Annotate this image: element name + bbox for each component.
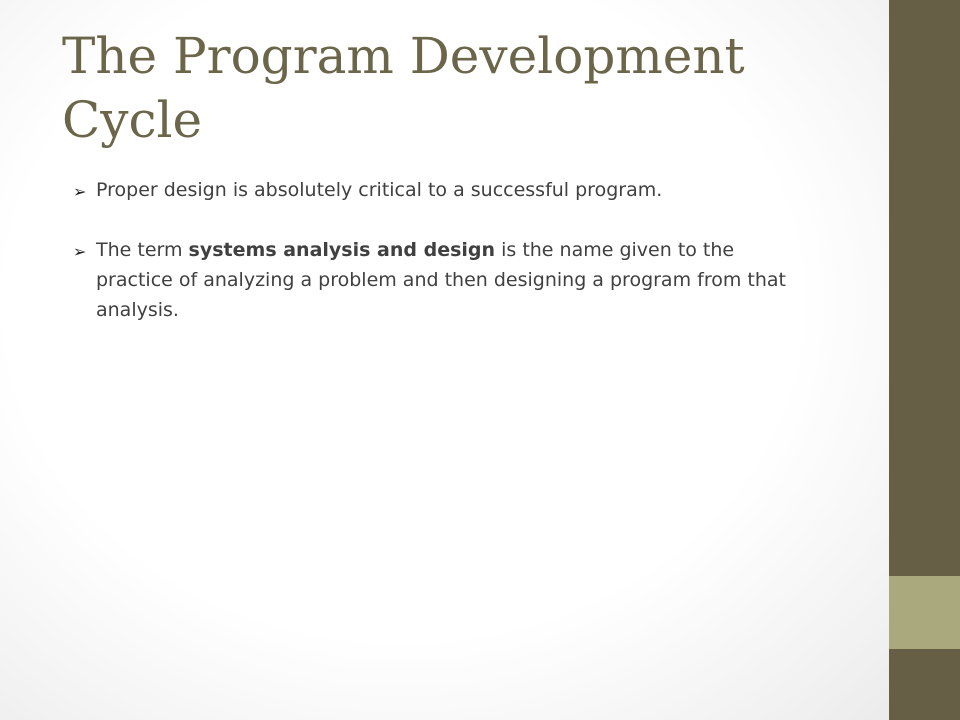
bullet-text-bold-term: systems analysis and design [188,239,496,261]
bullet-text-post: is the name given to the practice of analyzing a problem and then designing a program from that analysis. [96,239,786,321]
bullet-item-systems-analysis [73,235,813,325]
bullet-item-design [73,175,813,205]
bullet-text: Proper design is absolutely critical to a successful program. [96,179,663,201]
arrow-bullet-icon: ➢ [73,242,87,261]
sidebar-band-bottom [889,649,960,720]
sidebar-band-top [889,0,960,576]
arrow-bullet-icon: ➢ [73,182,87,201]
bullet-list [73,175,813,355]
sidebar-band-accent [889,576,960,649]
bullet-text-pre: The term [96,239,189,261]
slide-title: The Program Development Cycle [62,27,745,149]
